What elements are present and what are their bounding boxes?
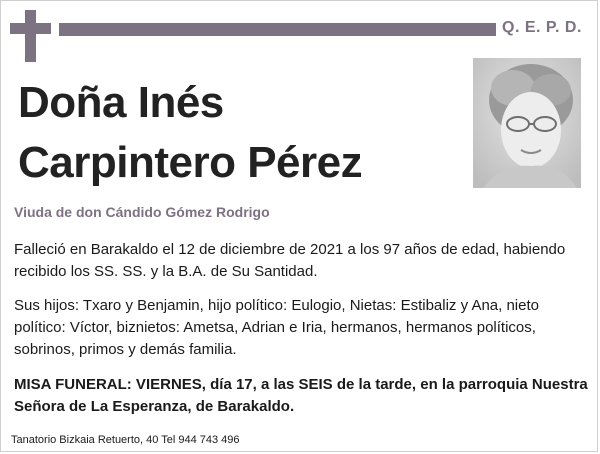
cross-horizontal-bar (10, 23, 51, 34)
header-rule (59, 23, 496, 36)
qepd-label: Q. E. P. D. (502, 19, 582, 36)
funeral-home-info: Tanatorio Bizkaia Retuerto, 40 Tel 944 743 496 (11, 434, 240, 446)
death-notice-text: Falleció en Barakaldo el 12 de diciembre de 2021 a los 97 años de edad, habiendo recibido los SS. SS. y la B.A. de Su Santidad. (14, 241, 566, 280)
deceased-name-line2: Carpintero Pérez (18, 138, 363, 187)
cross-vertical-bar (25, 10, 36, 62)
deceased-name-line1: Doña Inés (18, 78, 224, 127)
funeral-mass-text: MISA FUNERAL: VIERNES, día 17, a las SEIS de la tarde, en la parroquia Nuestra Señora de La Esperanza, de Barakaldo. (14, 376, 588, 415)
deceased-portrait (473, 58, 581, 188)
widow-subtitle: Viuda de don Cándido Gómez Rodrigo (14, 204, 270, 220)
family-text: Sus hijos: Txaro y Benjamin, hijo político: Eulogio, Nietas: Estibaliz y Ana, nieto político: Víctor, biznietos: Ametsa, Adrian e Iria, hermanos, hermanos políticos, sobrinos, primos y demás familia. (14, 297, 539, 358)
